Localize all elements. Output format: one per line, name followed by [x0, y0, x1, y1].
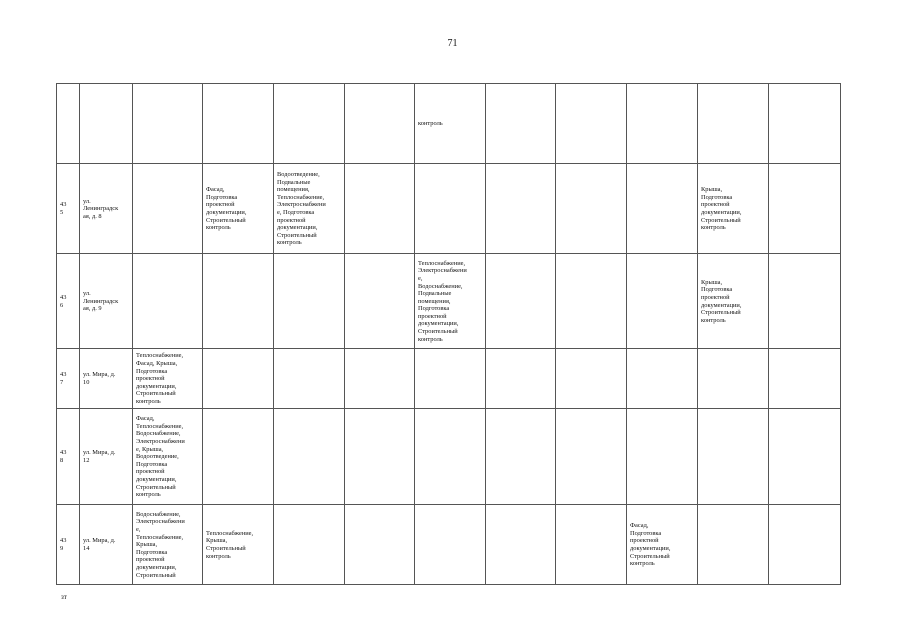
- work-cell: [415, 505, 486, 585]
- work-cell: [769, 409, 841, 505]
- work-cell: [627, 84, 698, 164]
- work-cell: [203, 254, 274, 349]
- work-cell: [769, 505, 841, 585]
- row-number: 43 5: [57, 164, 80, 254]
- address-cell: [80, 84, 133, 164]
- work-cell: [345, 349, 415, 409]
- row-number: 43 8: [57, 409, 80, 505]
- work-cell: [556, 505, 627, 585]
- work-cell: [698, 84, 769, 164]
- work-cell: [203, 409, 274, 505]
- work-cell: [415, 164, 486, 254]
- work-cell: [627, 254, 698, 349]
- work-cell: [769, 84, 841, 164]
- work-cell: [556, 254, 627, 349]
- work-schedule-table: [56, 83, 841, 585]
- work-cell: [627, 349, 698, 409]
- address-cell: ул. Ленинградск ая, д. 9: [80, 254, 133, 349]
- work-cell: Теплоснабжение, Электроснабжени е, Водоснабжение, Подвальные помещения, Подготовка проектной документации, Строительный контроль: [415, 254, 486, 349]
- work-cell: [486, 505, 556, 585]
- address-cell: ул. Ленинградск ая, д. 8: [80, 164, 133, 254]
- work-cell: [345, 254, 415, 349]
- table-row: [57, 164, 841, 254]
- work-cell: [345, 84, 415, 164]
- work-cell: [486, 84, 556, 164]
- work-cell: Водоотведение, Подвальные помещения, Теплоснабжение, Электроснабжени е, Подготовка проектной документации, Строительный контроль: [274, 164, 345, 254]
- work-cell: [556, 164, 627, 254]
- work-cell: [486, 409, 556, 505]
- work-cell: [556, 409, 627, 505]
- table-row: [57, 84, 841, 164]
- work-cell: Теплоснабжение, Фасад, Крыша, Подготовка проектной документации, Строительный контроль: [133, 349, 203, 409]
- work-cell: [556, 349, 627, 409]
- work-cell: Фасад, Подготовка проектной документации, Строительный контроль: [627, 505, 698, 585]
- work-cell: [486, 349, 556, 409]
- work-cell: Теплоснабжение, Крыша, Строительный контроль: [203, 505, 274, 585]
- work-cell: [274, 409, 345, 505]
- work-cell: [133, 84, 203, 164]
- address-cell: ул. Мира, д. 14: [80, 505, 133, 585]
- work-cell: Фасад, Теплоснабжение, Водоснабжение, Электроснабжени е, Крыша, Водоотведение, Подготовка проектной документации, Строительный контроль: [133, 409, 203, 505]
- work-cell: [274, 84, 345, 164]
- work-cell: [133, 164, 203, 254]
- table-row: [57, 505, 841, 585]
- work-cell: [274, 505, 345, 585]
- address-cell: ул. Мира, д. 12: [80, 409, 133, 505]
- work-cell: [274, 349, 345, 409]
- work-cell: [203, 349, 274, 409]
- work-cell: [415, 409, 486, 505]
- work-cell: Крыша, Подготовка проектной документации, Строительный контроль: [698, 164, 769, 254]
- work-cell: Крыша, Подготовка проектной документации, Строительный контроль: [698, 254, 769, 349]
- address-cell: ул. Мира, д. 10: [80, 349, 133, 409]
- table-row: [57, 409, 841, 505]
- work-cell: [698, 349, 769, 409]
- work-cell: [769, 349, 841, 409]
- work-cell: [415, 349, 486, 409]
- work-cell: [486, 164, 556, 254]
- work-cell: [203, 84, 274, 164]
- table-row: [57, 254, 841, 349]
- row-number: [57, 84, 80, 164]
- row-number: 43 7: [57, 349, 80, 409]
- table-row: [57, 349, 841, 409]
- work-cell: [769, 164, 841, 254]
- footer-mark: зт: [61, 593, 67, 601]
- work-cell: [133, 254, 203, 349]
- work-cell: [698, 505, 769, 585]
- work-cell: [627, 164, 698, 254]
- work-cell: [556, 84, 627, 164]
- row-number: 43 9: [57, 505, 80, 585]
- work-cell: Фасад, Подготовка проектной документации, Строительный контроль: [203, 164, 274, 254]
- work-cell: [769, 254, 841, 349]
- work-cell: [345, 164, 415, 254]
- work-cell: [345, 505, 415, 585]
- work-cell: Водоснабжение, Электроснабжени е, Теплоснабжение, Крыша, Подготовка проектной документации, Строительный: [133, 505, 203, 585]
- row-number: 43 6: [57, 254, 80, 349]
- work-cell: контроль: [415, 84, 486, 164]
- work-cell: [345, 409, 415, 505]
- work-cell: [698, 409, 769, 505]
- work-cell: [627, 409, 698, 505]
- work-cell: [486, 254, 556, 349]
- page-number: 71: [447, 38, 458, 49]
- work-cell: [274, 254, 345, 349]
